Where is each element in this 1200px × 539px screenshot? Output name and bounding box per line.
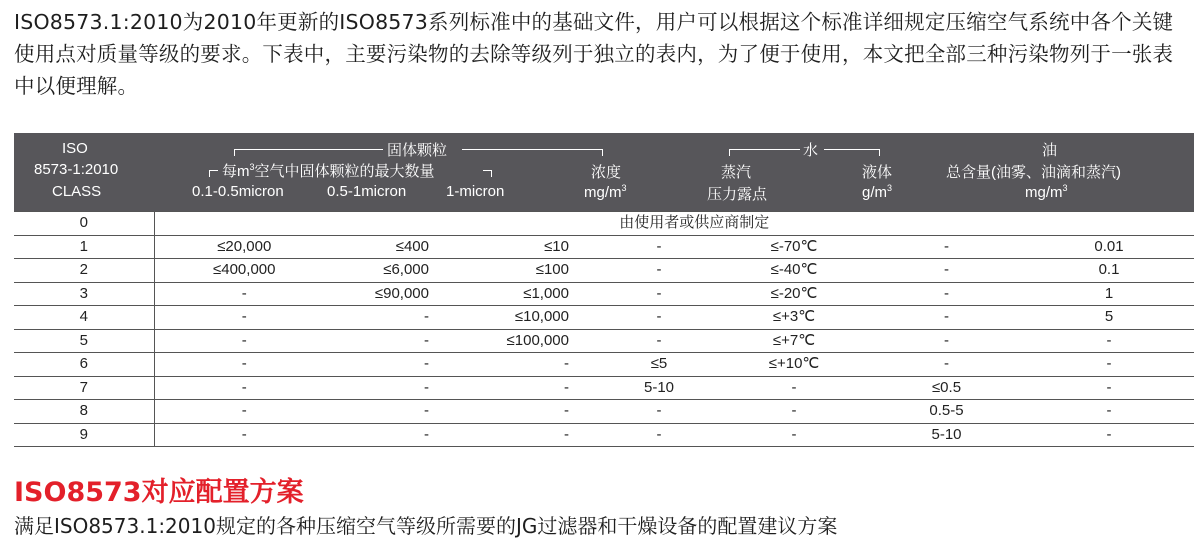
value-cell: - [599, 329, 719, 353]
value-cell: 0.01 [1024, 235, 1194, 259]
header-solid-sub: 每$m^3$空气中固体颗粒的最大数量 [222, 162, 435, 180]
value-cell: - [599, 282, 719, 306]
value-cell: - [719, 400, 869, 424]
table-row [14, 259, 1194, 283]
table-row [14, 306, 1194, 330]
solid-bracket-right [462, 149, 603, 156]
value-cell: - [459, 400, 599, 424]
value-cell: ≤1,000 [459, 282, 599, 306]
header-dewpoint: 压力露点 [707, 186, 768, 203]
value-cell: - [1024, 400, 1194, 424]
solid-sub-bracket-right [483, 170, 492, 177]
value-cell: - [154, 329, 314, 353]
value-cell: ≤400,000 [154, 259, 314, 283]
value-cell: - [314, 353, 459, 377]
value-cell: ≤100 [459, 259, 599, 283]
value-cell: 5-10 [869, 423, 1024, 447]
value-cell: ≤20,000 [154, 235, 314, 259]
class-cell: 9 [14, 423, 154, 447]
table-row [14, 212, 1194, 236]
header-oil-group: 油 [1042, 142, 1058, 159]
section-intro-cut: 满足ISO8573.1:2010规定的各种压缩空气等级所需要的JG过滤器和干燥设备的配置建议方案 [14, 514, 838, 538]
value-cell: ≤400 [314, 235, 459, 259]
header-particle-01-05: 0.1-0.5micron [192, 183, 284, 200]
header-concentration-unit: $mg/m^3$ [584, 183, 627, 201]
value-cell: ≤90,000 [314, 282, 459, 306]
water-bracket-right [824, 149, 880, 156]
value-cell: ≤100,000 [459, 329, 599, 353]
value-cell: - [459, 423, 599, 447]
section-title: ISO8573对应配置方案 [14, 477, 304, 508]
value-cell: ≤-40℃ [719, 259, 869, 283]
value-cell: ≤-70℃ [719, 235, 869, 259]
value-cell: 5 [1024, 306, 1194, 330]
value-cell: - [154, 376, 314, 400]
value-cell: - [1024, 423, 1194, 447]
table-row [14, 423, 1194, 447]
table-header [14, 133, 1194, 212]
iso8573-class-table [14, 133, 1194, 447]
table-row [14, 329, 1194, 353]
value-cell: - [869, 259, 1024, 283]
header-iso: ISO [62, 140, 88, 157]
table-row [14, 353, 1194, 377]
value-cell: - [599, 259, 719, 283]
value-cell: 5-10 [599, 376, 719, 400]
header-standard: 8573-1:2010 [34, 161, 119, 178]
class-cell: 0 [14, 212, 154, 236]
header-oil-unit: $mg/m^3$ [1025, 183, 1068, 201]
value-cell: ≤+3℃ [719, 306, 869, 330]
value-cell: ≤+7℃ [719, 329, 869, 353]
value-cell: 0.5-5 [869, 400, 1024, 424]
header-class: CLASS [52, 183, 102, 200]
value-cell: - [869, 282, 1024, 306]
value-cell: - [1024, 329, 1194, 353]
value-cell: ≤10,000 [459, 306, 599, 330]
value-cell: - [314, 400, 459, 424]
value-cell: - [459, 353, 599, 377]
table-row [14, 400, 1194, 424]
class-cell: 8 [14, 400, 154, 424]
value-cell: - [154, 400, 314, 424]
class-cell: 7 [14, 376, 154, 400]
value-cell: - [869, 353, 1024, 377]
value-cell: ≤-20℃ [719, 282, 869, 306]
header-concentration: 浓度 [591, 164, 622, 181]
value-cell: ≤0.5 [869, 376, 1024, 400]
value-cell: ≤6,000 [314, 259, 459, 283]
value-cell: - [1024, 376, 1194, 400]
value-cell: - [869, 329, 1024, 353]
header-solid-group: 固体颗粒 [387, 142, 448, 159]
value-cell: - [314, 423, 459, 447]
class-cell: 5 [14, 329, 154, 353]
header-liquid: 液体 [862, 164, 893, 181]
value-cell: - [599, 235, 719, 259]
value-cell: - [599, 400, 719, 424]
value-cell: - [154, 423, 314, 447]
table-row [14, 376, 1194, 400]
class-cell: 1 [14, 235, 154, 259]
value-cell: - [599, 306, 719, 330]
value-cell: - [719, 423, 869, 447]
header-oil-total: 总含量(油雾、油滴和蒸汽) [946, 164, 1121, 181]
value-cell: - [1024, 353, 1194, 377]
intro-paragraph: ISO8573.1:2010为2010年更新的ISO8573系列标准中的基础文件，用户可以根据这个标准详细规定压缩空气系统中各个关键使用点对质量等级的要求。下表中，主要污染物的去除等级列于独立的表内，为了便于使用，本文把全部三种污染物列于一张表中以便理解。 [14, 10, 1174, 98]
header-water-group: 水 [803, 142, 819, 159]
value-cell: - [459, 376, 599, 400]
class0-note: 由使用者或供应商制定 [154, 212, 1194, 236]
value-cell: ≤5 [599, 353, 719, 377]
value-cell: - [154, 282, 314, 306]
value-cell: - [869, 235, 1024, 259]
table-row [14, 282, 1194, 306]
table-row [14, 235, 1194, 259]
header-particle-05-1: 0.5-1micron [327, 183, 407, 200]
value-cell: - [314, 376, 459, 400]
header-liquid-unit: $g/m^3$ [862, 183, 893, 201]
value-cell: - [719, 376, 869, 400]
class-cell: 3 [14, 282, 154, 306]
solid-bracket-left [234, 149, 383, 156]
value-cell: - [154, 353, 314, 377]
class-cell: 6 [14, 353, 154, 377]
value-cell: - [599, 423, 719, 447]
value-cell: 0.1 [1024, 259, 1194, 283]
value-cell: ≤10 [459, 235, 599, 259]
solid-sub-bracket-left [209, 170, 218, 177]
class-cell: 4 [14, 306, 154, 330]
value-cell: - [314, 306, 459, 330]
header-particle-1: 1-micron [446, 183, 505, 200]
header-vapor: 蒸汽 [721, 164, 752, 181]
value-cell: - [869, 306, 1024, 330]
class-cell: 2 [14, 259, 154, 283]
value-cell: - [154, 306, 314, 330]
value-cell: ≤+10℃ [719, 353, 869, 377]
water-bracket-left [729, 149, 800, 156]
value-cell: - [314, 329, 459, 353]
value-cell: 1 [1024, 282, 1194, 306]
